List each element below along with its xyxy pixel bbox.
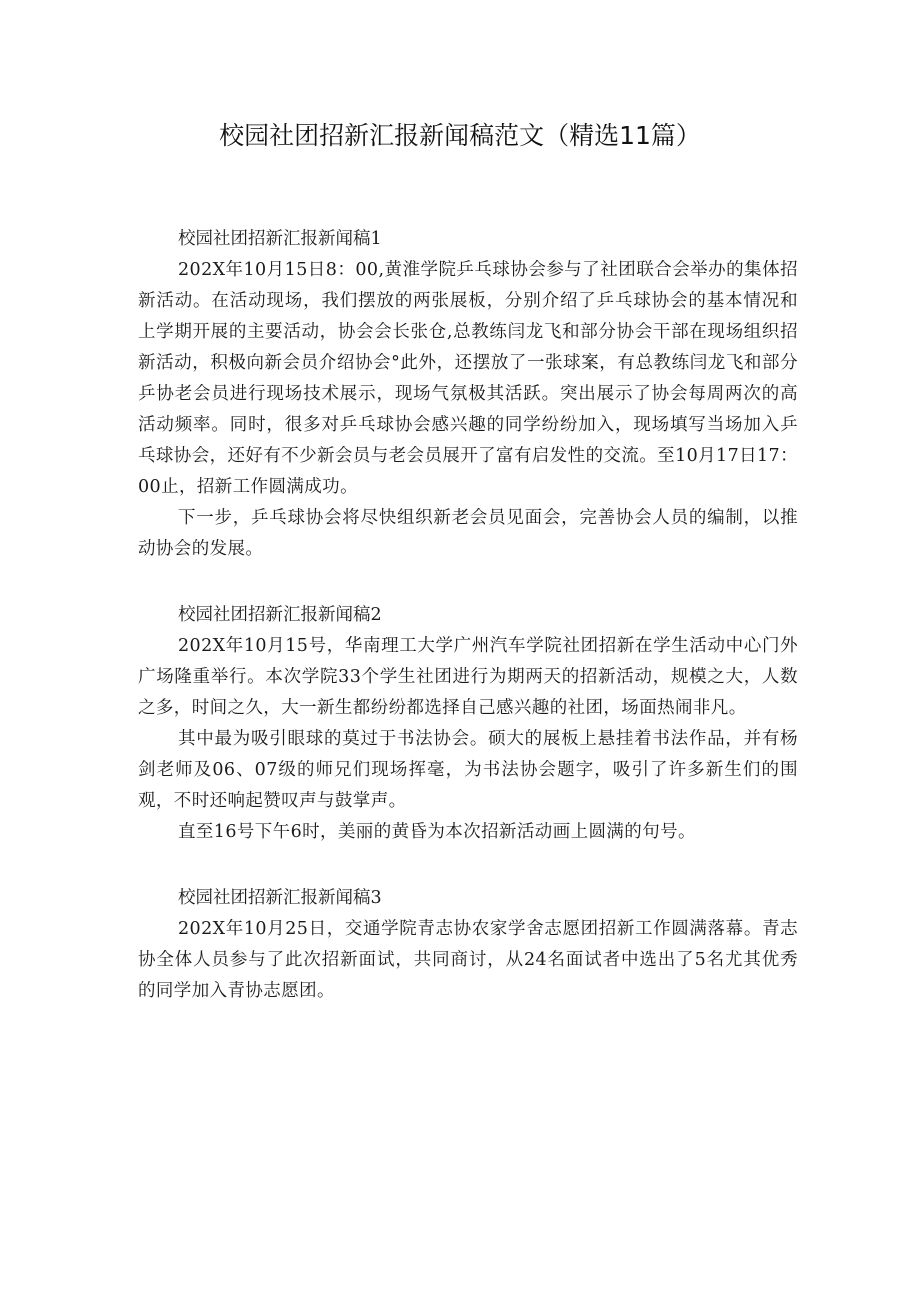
- section-heading: 校园社团招新汇报新闻稿1: [178, 229, 382, 249]
- paragraph: 直至16号下午6时，美丽的黄昏为本次招新活动画上圆满的句号。: [178, 822, 696, 842]
- document-body: [138, 224, 798, 1007]
- section-spacer: [138, 848, 798, 883]
- document-title: 校园社团招新汇报新闻稿范文（精选11篇）: [219, 121, 701, 150]
- section-heading: 校园社团招新汇报新闻稿3: [178, 888, 382, 908]
- article-section-1: [138, 224, 798, 565]
- paragraph: 202X年10月15号，华南理工大学广州汽车学院社团招新在学生活动中心门外广场隆重举行。本次学院33个学生社团进行为期两天的招新活动，规模之大，人数之多，时间之久，大一新生都纷纷都选择自己感兴趣的社团，场面热闹非凡。: [138, 636, 798, 718]
- paragraph: 下一步，乒乓球协会将尽快组织新老会员见面会，完善协会人员的编制，以推动协会的发展。: [138, 508, 798, 559]
- paragraph: 202X年10月15日8：00,黄淮学院乒乓球协会参与了社团联合会举办的集体招新活动。在活动现场，我们摆放的两张展板，分别介绍了乒乓球协会的基本情况和上学期开展的主要活动，协会会长张仓,总教练闫龙飞和部分协会干部在现场组织招新活动，积极向新会员介绍协会°此外，还摆放了一张球案，有总教练闫龙飞和部分乒协老会员进行现场技术展示，现场气氛极其活跃。突出展示了协会每周两次的高活动频率。同时，很多对乒乓球协会感兴趣的同学纷纷加入，现场填写当场加入乒乓球协会，还好有不少新会员与老会员展开了富有启发性的交流。至10月17日17：00止，招新工作圆满成功。: [138, 260, 798, 497]
- paragraph: 202X年10月25日，交通学院青志协农家学舍志愿团招新工作圆满落幕。青志协全体人员参与了此次招新面试，共同商讨，从24名面试者中选出了5名尤其优秀的同学加入青协志愿团。: [138, 919, 798, 1001]
- article-section-2: [138, 600, 798, 848]
- section-spacer: [138, 565, 798, 600]
- section-heading: 校园社团招新汇报新闻稿2: [178, 605, 382, 625]
- paragraph: 其中最为吸引眼球的莫过于书法协会。硕大的展板上悬挂着书法作品，并有杨剑老师及06、07级的师兄们现场挥毫，为书法协会题字，吸引了许多新生们的围观，不时还响起赞叹声与鼓掌声。: [138, 729, 798, 811]
- article-section-3: [138, 883, 798, 1007]
